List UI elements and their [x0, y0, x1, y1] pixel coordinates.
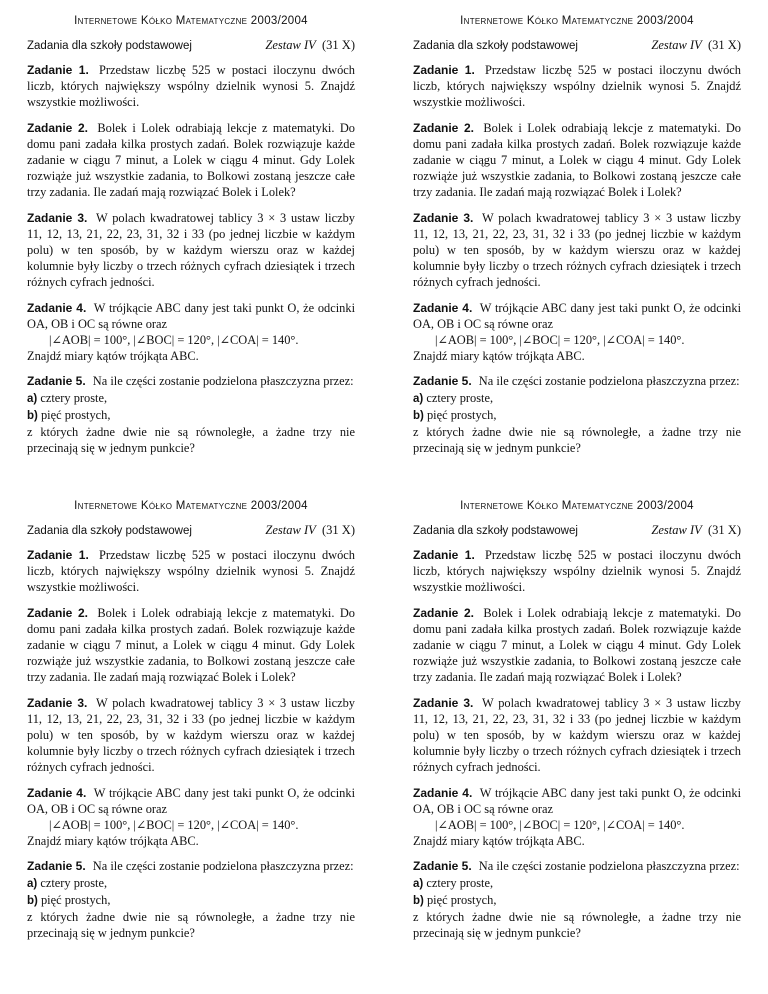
problem-label: Zadanie 1.: [27, 63, 89, 77]
problem-label: Zadanie 5.: [413, 859, 472, 874]
option-text: pięć prostych,: [426, 407, 497, 422]
set-info: [265, 523, 355, 538]
problem-text: W polach kwadratowej tablicy 3 × 3 ustaw liczby 11, 12, 13, 21, 22, 23, 31, 32 i 33 (po jednej liczbie w każdym polu) w ten sposób, by w każdym wierszu oraz w każdej kolumnie były liczby o trzech różnych cyfrach dziesiątek i trzech różnych cyfrach jedności.: [27, 695, 355, 775]
problem-5: [27, 858, 355, 941]
problem-equation: |∠AOB| = 100°, |∠BOC| = 120°, |∠COA| = 140°.: [49, 818, 299, 833]
set-info: [265, 38, 355, 53]
option-a: [413, 875, 741, 892]
problem-3: [27, 695, 355, 776]
problem-tail: z których żadne dwie nie są równoległe, a żadne trzy nie przecinają się w jednym punkcie?: [413, 425, 741, 456]
school-label: Zadania dla szkoły podstawowej: [27, 40, 192, 52]
problem-label: Zadanie 2.: [27, 605, 88, 620]
problem-label: Zadanie 5.: [27, 859, 86, 874]
problem-equation: |∠AOB| = 100°, |∠BOC| = 120°, |∠COA| = 140°.: [49, 333, 299, 348]
problem-2: [413, 605, 741, 686]
sheet-subheader: [27, 38, 355, 53]
school-label: Zadania dla szkoły podstawowej: [413, 525, 578, 537]
problem-4: [27, 300, 355, 365]
problem-label: Zadanie 1.: [413, 548, 475, 562]
problem-1: [27, 62, 355, 111]
problem-text: Na ile części zostanie podzielona płaszczyzna przez:: [478, 374, 740, 389]
sheet-header: Internetowe Kółko Matematyczne 2003/2004: [74, 500, 308, 512]
problem-3: [413, 210, 741, 291]
problem-2: [413, 120, 741, 201]
problem-text: Na ile części zostanie podzielona płaszczyzna przez:: [478, 859, 740, 874]
problem-label: Zadanie 4.: [27, 785, 87, 800]
problem-text: Bolek i Lolek odrabiają lekcje z matematyki. Do domu pani zadała kilka prostych zadań. Bolek rozwiązuje każde zadanie w ciągu 7 minut, a Lolek w ciągu 4 minut. Gdy Lolek rozwiąże już wszystkie zadania, to Bolkowi zostaną jeszcze całe trzy zadania. Ile zadań mają rozwiązać Bolek i Lolek?: [413, 605, 741, 685]
problem-equation: |∠AOB| = 100°, |∠BOC| = 120°, |∠COA| = 140°.: [435, 333, 685, 348]
problem-4: [413, 300, 741, 365]
problem-tail: Znajdź miary kątów trójkąta ABC.: [27, 349, 199, 364]
problem-5: [27, 373, 355, 456]
problem-text: Bolek i Lolek odrabiają lekcje z matematyki. Do domu pani zadała kilka prostych zadań. Bolek rozwiązuje każde zadanie w ciągu 7 minut, a Lolek w ciągu 4 minut. Gdy Lolek rozwiąże już wszystkie zadania, to Bolkowi zostaną jeszcze całe trzy zadania. Ile zadań mają rozwiązać Bolek i Lolek?: [413, 120, 741, 200]
option-letter: a): [27, 392, 38, 405]
sheet-bottom-left: [27, 497, 355, 957]
set-date: (31 X): [322, 523, 355, 537]
problem-label: Zadanie 3.: [27, 210, 88, 225]
problem-3: [27, 210, 355, 291]
problem-text: W trójkącie ABC dany jest taki punkt O, że odcinki OA, OB i OC są równe oraz: [413, 785, 742, 816]
option-b: [27, 407, 355, 424]
problem-4: [413, 785, 741, 850]
problem-tail: z których żadne dwie nie są równoległe, a żadne trzy nie przecinają się w jednym punkcie?: [413, 910, 741, 941]
problem-4: [27, 785, 355, 850]
option-letter: b): [413, 894, 424, 907]
option-a: [413, 390, 741, 407]
problem-label: Zadanie 1.: [27, 548, 89, 562]
set-label: Zestaw IV: [651, 523, 702, 537]
problem-1: [27, 547, 355, 596]
problem-label: Zadanie 2.: [27, 120, 88, 135]
sheet-header: Internetowe Kółko Matematyczne 2003/2004: [74, 15, 308, 27]
problem-5: [413, 373, 741, 456]
problem-tail: Znajdź miary kątów trójkąta ABC.: [27, 834, 199, 849]
sheet-subheader: [413, 38, 741, 53]
problem-label: Zadanie 3.: [27, 695, 88, 710]
problem-label: Zadanie 4.: [413, 300, 473, 315]
problem-label: Zadanie 5.: [413, 374, 472, 389]
problem-label: Zadanie 2.: [413, 120, 474, 135]
sheet-bottom-right: [413, 497, 741, 957]
problem-text: Przedstaw liczbę 525 w postaci iloczynu dwóch liczb, których największy wspólny dzielnik wynosi 5. Znajdź wszystkie możliwości.: [413, 63, 742, 110]
problem-1: [413, 547, 741, 596]
problem-text: W polach kwadratowej tablicy 3 × 3 ustaw liczby 11, 12, 13, 21, 22, 23, 31, 32 i 33 (po jednej liczbie w każdym polu) w ten sposób, by w każdym wierszu oraz w każdej kolumnie były liczby o trzech różnych cyfrach dziesiątek i trzech różnych cyfrach jedności.: [27, 210, 355, 290]
problem-text: Przedstaw liczbę 525 w postaci iloczynu dwóch liczb, których największy wspólny dzielnik wynosi 5. Znajdź wszystkie możliwości.: [413, 548, 742, 595]
set-date: (31 X): [322, 38, 355, 52]
problem-2: [27, 120, 355, 201]
option-text: cztery proste,: [40, 875, 108, 890]
option-text: cztery proste,: [40, 390, 108, 405]
problem-label: Zadanie 1.: [413, 63, 475, 77]
set-label: Zestaw IV: [265, 523, 316, 537]
problem-label: Zadanie 5.: [27, 374, 86, 389]
option-letter: b): [27, 409, 38, 422]
sheet-top-left: [27, 12, 355, 472]
problem-label: Zadanie 3.: [413, 210, 474, 225]
problem-tail: Znajdź miary kątów trójkąta ABC.: [413, 349, 585, 364]
option-b: [27, 892, 355, 909]
sheet-subheader: [27, 523, 355, 538]
option-letter: b): [27, 894, 38, 907]
set-date: (31 X): [708, 38, 741, 52]
problem-equation: |∠AOB| = 100°, |∠BOC| = 120°, |∠COA| = 140°.: [435, 818, 685, 833]
problem-text: Na ile części zostanie podzielona płaszczyzna przez:: [92, 374, 354, 389]
problem-text: W polach kwadratowej tablicy 3 × 3 ustaw liczby 11, 12, 13, 21, 22, 23, 31, 32 i 33 (po jednej liczbie w każdym polu) w ten sposób, by w każdym wierszu oraz w każdej kolumnie były liczby o trzech różnych cyfrach dziesiątek i trzech różnych cyfrach jedności.: [413, 210, 741, 290]
option-letter: a): [413, 877, 424, 890]
problem-label: Zadanie 4.: [27, 300, 87, 315]
problem-text: Przedstaw liczbę 525 w postaci iloczynu dwóch liczb, których największy wspólny dzielnik wynosi 5. Znajdź wszystkie możliwości.: [27, 548, 356, 595]
problem-text: Przedstaw liczbę 525 w postaci iloczynu dwóch liczb, których największy wspólny dzielnik wynosi 5. Znajdź wszystkie możliwości.: [27, 63, 356, 110]
set-label: Zestaw IV: [651, 38, 702, 52]
option-b: [413, 892, 741, 909]
option-a: [27, 875, 355, 892]
option-letter: a): [27, 877, 38, 890]
problem-label: Zadanie 2.: [413, 605, 474, 620]
problem-text: Bolek i Lolek odrabiają lekcje z matematyki. Do domu pani zadała kilka prostych zadań. Bolek rozwiązuje każde zadanie w ciągu 7 minut, a Lolek w ciągu 4 minut. Gdy Lolek rozwiąże już wszystkie zadania, to Bolkowi zostaną jeszcze całe trzy zadania. Ile zadań mają rozwiązać Bolek i Lolek?: [27, 605, 355, 685]
sheet-header: Internetowe Kółko Matematyczne 2003/2004: [460, 500, 694, 512]
option-a: [27, 390, 355, 407]
problem-text: W trójkącie ABC dany jest taki punkt O, że odcinki OA, OB i OC są równe oraz: [27, 300, 356, 331]
option-text: pięć prostych,: [426, 892, 497, 907]
set-info: [651, 38, 741, 53]
option-letter: a): [413, 392, 424, 405]
sheet-header: Internetowe Kółko Matematyczne 2003/2004: [460, 15, 694, 27]
set-label: Zestaw IV: [265, 38, 316, 52]
problem-text: Bolek i Lolek odrabiają lekcje z matematyki. Do domu pani zadała kilka prostych zadań. Bolek rozwiązuje każde zadanie w ciągu 7 minut, a Lolek w ciągu 4 minut. Gdy Lolek rozwiąże już wszystkie zadania, to Bolkowi zostaną jeszcze całe trzy zadania. Ile zadań mają rozwiązać Bolek i Lolek?: [27, 120, 355, 200]
option-text: cztery proste,: [426, 875, 494, 890]
problem-tail: Znajdź miary kątów trójkąta ABC.: [413, 834, 585, 849]
problem-text: W trójkącie ABC dany jest taki punkt O, że odcinki OA, OB i OC są równe oraz: [413, 300, 742, 331]
school-label: Zadania dla szkoły podstawowej: [413, 40, 578, 52]
problem-label: Zadanie 4.: [413, 785, 473, 800]
sheet-subheader: [413, 523, 741, 538]
school-label: Zadania dla szkoły podstawowej: [27, 525, 192, 537]
option-letter: b): [413, 409, 424, 422]
option-text: pięć prostych,: [40, 407, 111, 422]
set-date: (31 X): [708, 523, 741, 537]
sheet-top-right: [413, 12, 741, 472]
problem-text: Na ile części zostanie podzielona płaszczyzna przez:: [92, 859, 354, 874]
problem-text: W trójkącie ABC dany jest taki punkt O, że odcinki OA, OB i OC są równe oraz: [27, 785, 356, 816]
problem-label: Zadanie 3.: [413, 695, 474, 710]
problem-tail: z których żadne dwie nie są równoległe, a żadne trzy nie przecinają się w jednym punkcie?: [27, 910, 355, 941]
option-text: pięć prostych,: [40, 892, 111, 907]
set-info: [651, 523, 741, 538]
option-b: [413, 407, 741, 424]
problem-text: W polach kwadratowej tablicy 3 × 3 ustaw liczby 11, 12, 13, 21, 22, 23, 31, 32 i 33 (po jednej liczbie w każdym polu) w ten sposób, by w każdym wierszu oraz w każdej kolumnie były liczby o trzech różnych cyfrach dziesiątek i trzech różnych cyfrach jedności.: [413, 695, 741, 775]
problem-5: [413, 858, 741, 941]
option-text: cztery proste,: [426, 390, 494, 405]
problem-tail: z których żadne dwie nie są równoległe, a żadne trzy nie przecinają się w jednym punkcie?: [27, 425, 355, 456]
problem-2: [27, 605, 355, 686]
problem-3: [413, 695, 741, 776]
problem-1: [413, 62, 741, 111]
